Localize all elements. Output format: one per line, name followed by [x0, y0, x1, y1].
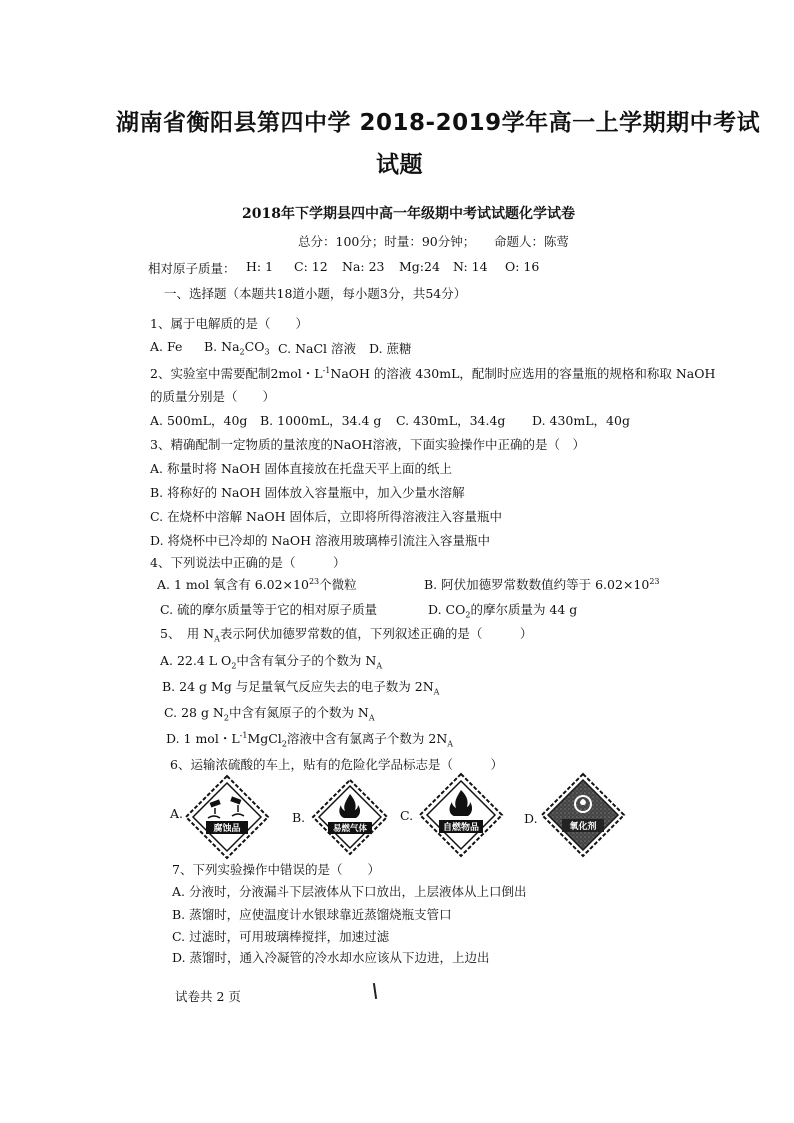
question-7-stem: 7、下列实验操作中错误的是（ ） [172, 862, 380, 877]
stem-text: NaOH 的溶液 430mL，配制时应选用的容量瓶的规格和称取 NaOH [330, 366, 716, 381]
option-text: B. 24 g Mg 与足量氧气反应失去的电子数为 2N [162, 679, 434, 694]
spontaneous-combustion-hazard-sign [418, 772, 504, 858]
subscript: 2 [239, 347, 245, 357]
subscript: A [376, 661, 383, 671]
option-text: 的摩尔质量为 44 g [470, 602, 578, 617]
question-6-option-b-letter: B. [292, 810, 306, 825]
option-text: CO [244, 339, 265, 354]
question-4-option-b [424, 575, 660, 593]
question-1-option-a: A. Fe [150, 339, 183, 354]
question-3-option-b: B. 将称好的 NaOH 固体放入容量瓶中，加入少量水溶解 [150, 485, 465, 500]
option-text: MgCl [247, 731, 282, 746]
question-4-option-c: C. 硫的摩尔质量等于它的相对原子质量 [160, 602, 378, 617]
superscript: 23 [649, 576, 660, 586]
document-title-continued: 试题 [376, 152, 423, 178]
question-3-option-c: C. 在烧杯中溶解 NaOH 固体后，立即将所得溶液注入容量瓶中 [150, 509, 503, 524]
question-2-stem-line2: 的质量分别是（ ） [150, 389, 276, 404]
atomic-mass-label: 相对原子质量： [148, 261, 236, 276]
stem-text: 2、实验室中需要配制2mol・L [150, 366, 323, 381]
subscript: A [447, 739, 454, 749]
question-2-option-c: C. 430mL，34.4g [396, 413, 506, 428]
subscript: A [433, 687, 440, 697]
question-5-option-b [162, 677, 439, 697]
exam-title: 2018年下学期县四中高一年级期中考试试题化学试卷 [242, 206, 575, 222]
question-2-option-d: D. 430mL，40g [532, 413, 630, 428]
sign-label: 腐蚀品 [213, 824, 241, 834]
question-2-option-b: B. 1000mL，34.4 g [260, 413, 382, 428]
question-7-option-c: C. 过滤时，可用玻璃棒搅拌，加速过滤 [172, 929, 390, 944]
option-text: B. Na [204, 339, 240, 354]
corrosive-hazard-sign [184, 774, 270, 860]
exam-info: 总分：100分；时量：90分钟； 命题人：陈莺 [298, 234, 570, 249]
question-3-option-d: D. 将烧杯中已冷却的 NaOH 溶液用玻璃棒引流注入容量瓶中 [150, 533, 491, 548]
superscript: -1 [239, 730, 248, 740]
question-6-option-d-letter: D. [524, 811, 538, 826]
option-text: C. 28 g N [164, 705, 224, 720]
flame-icon [418, 772, 504, 858]
question-1-option-d: D. 蔗糖 [369, 341, 412, 356]
question-4-option-a [157, 575, 357, 593]
question-2-option-a: A. 500mL，40g [150, 413, 248, 428]
question-3-stem: 3、精确配制一定物质的量浓度的NaOH溶液，下面实验操作中正确的是（ ） [150, 437, 585, 452]
option-text: A. 1 mol 氧含有 6.02×10 [157, 577, 309, 592]
option-text: 个微粒 [319, 577, 357, 592]
subscript: 2 [231, 661, 237, 671]
option-text: 溶液中含有氯离子个数为 2N [286, 731, 448, 746]
option-text: 中含有氮原子的个数为 N [228, 705, 369, 720]
question-1-option-b [204, 339, 270, 357]
subscript: 2 [281, 739, 287, 749]
question-5-option-a [160, 651, 382, 671]
question-5-option-c [164, 703, 375, 723]
oxidizer-icon [540, 772, 626, 858]
flammable-gas-hazard-sign [311, 778, 389, 856]
question-1-option-c: C. NaCl 溶液 [278, 341, 356, 356]
stray-pen-mark [373, 983, 377, 999]
question-5-stem [160, 624, 532, 644]
sign-label: 自燃物品 [442, 823, 480, 833]
sign-label: 易燃气体 [332, 824, 368, 834]
question-6-option-a-letter: A. [170, 806, 184, 821]
subscript: 2 [223, 713, 229, 723]
option-text: B. 阿伏加德罗常数数值约等于 6.02×10 [424, 577, 650, 592]
question-1-stem: 1、属于电解质的是（ ） [150, 316, 308, 331]
question-7-option-b: B. 蒸馏时，应使温度计水银球靠近蒸馏烧瓶支管口 [172, 907, 452, 922]
corrosive-icon [184, 774, 270, 860]
option-text: D. 1 mol・L [166, 731, 240, 746]
atomic-mass-mg: Mg:24 [399, 259, 440, 274]
atomic-mass-na: Na: 23 [342, 259, 385, 274]
atomic-mass-n: N: 14 [453, 259, 488, 274]
option-text: 中含有氧分子的个数为 N [236, 653, 377, 668]
stem-text: 表示阿伏加德罗常数的值，下列叙述正确的是（ ） [219, 626, 533, 641]
subscript: 2 [465, 610, 471, 620]
stem-text: 5、 用 N [160, 626, 215, 641]
question-2-stem [150, 364, 715, 382]
sign-label: 氧化剂 [569, 822, 597, 832]
superscript: -1 [322, 365, 331, 375]
question-7-option-d: D. 蒸馏时，通入冷凝管的冷水却水应该从下边进，上边出 [172, 950, 490, 965]
question-4-stem: 4、下列说法中正确的是（ ） [150, 555, 346, 570]
subscript: 3 [264, 347, 270, 357]
atomic-mass-c: C: 12 [294, 259, 328, 274]
document-title: 湖南省衡阳县第四中学 2018-2019学年高一上学期期中考试 [116, 110, 761, 136]
option-text: D. CO [428, 602, 466, 617]
question-5-option-d [166, 729, 453, 749]
question-6-option-c-letter: C. [400, 808, 414, 823]
superscript: 23 [308, 576, 320, 586]
section-heading: 一、选择题（本题共18道小题，每小题3分，共54分） [164, 286, 467, 301]
flame-icon [311, 778, 389, 856]
question-7-option-a: A. 分液时，分液漏斗下层液体从下口放出，上层液体从上口倒出 [172, 884, 527, 899]
oxidizer-hazard-sign [540, 772, 626, 858]
question-3-option-a: A. 称量时将 NaOH 固体直接放在托盘天平上面的纸上 [150, 461, 452, 476]
atomic-mass-o: O: 16 [505, 259, 540, 274]
question-4-option-d [428, 600, 577, 620]
question-6-stem: 6、运输浓硫酸的车上，贴有的危险化学品标志是（ ） [170, 757, 503, 772]
atomic-mass-h: H: 1 [246, 259, 274, 274]
option-text: A. 22.4 L O [160, 653, 232, 668]
subscript: A [214, 634, 220, 644]
page-count-footer: 试卷共 2 页 [175, 989, 241, 1004]
subscript: A [368, 713, 375, 723]
